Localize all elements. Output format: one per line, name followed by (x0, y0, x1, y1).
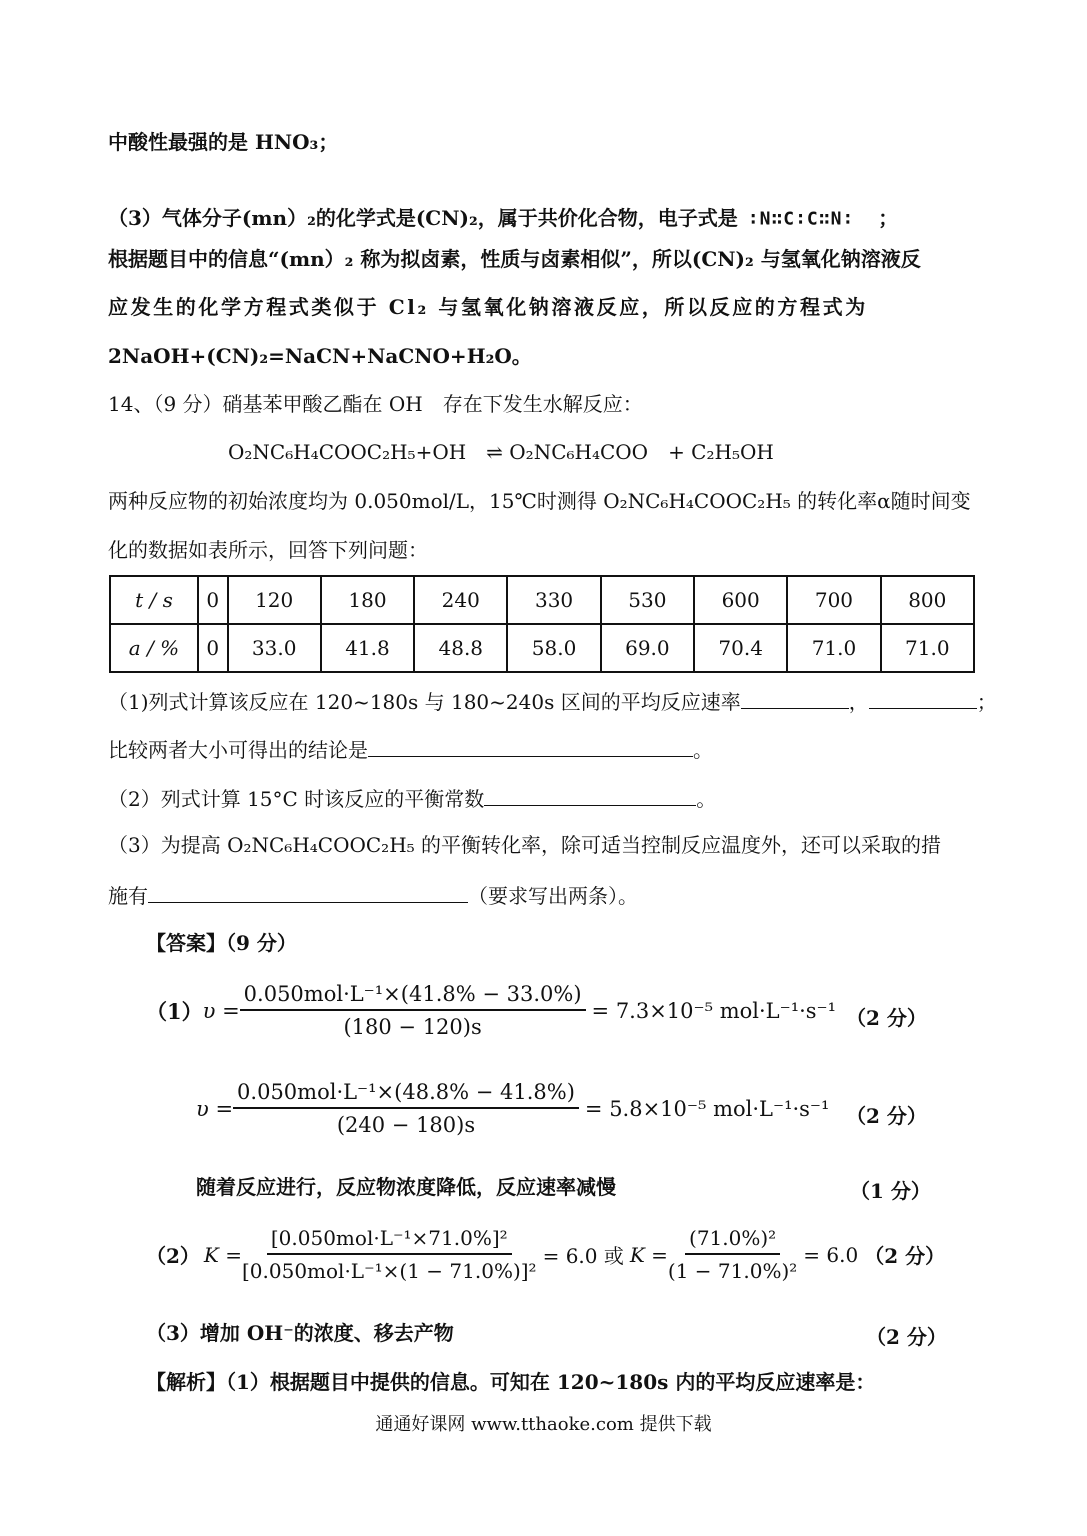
q14-desc-2: 化的数据如表所示，回答下列问题： (108, 538, 428, 562)
k-denominator-1: [0.050mol·L⁻¹×(1 − 71.0%)]² (241, 1259, 537, 1283)
sub-question-1a (108, 688, 997, 714)
table-row (110, 576, 974, 624)
footer-watermark: 通通好课网 www.tthaoke.com 提供下载 (375, 1414, 712, 1435)
q14-desc-1: 两种反应物的初始浓度均为 0.050mol/L，15℃时测得 O₂NC₆H₄COOC₂H₅ 的转化率α随时间变 (108, 489, 971, 513)
f2-score: （2 分） (846, 1104, 927, 1128)
sub2-end: 。 (696, 787, 717, 811)
analysis-line: 【解析】（1）根据题目中提供的信息。可知在 120~180s 内的平均反应速率是： (146, 1370, 876, 1394)
f1-lhs: υ = (202, 998, 240, 1023)
sub1b-end: 。 (693, 738, 713, 762)
table-cell: 70.4 (694, 624, 787, 672)
f2-numerator: 0.050mol·L⁻¹×(48.8% − 41.8%) (233, 1080, 579, 1109)
k-denominator-2: (1 − 71.0%)² (667, 1259, 798, 1283)
k-fraction-1 (242, 1226, 537, 1283)
para-line-3: 2NaOH+(CN)₂=NaCN+NaCNO+H₂O。 (108, 344, 532, 368)
para-line-1 (108, 247, 980, 271)
answer-blank (869, 688, 977, 709)
answer-line-acidity: 中酸性最强的是 HNO₃； (108, 130, 339, 154)
f2-denominator: (240 − 180)s (336, 1113, 476, 1137)
f2-fraction (233, 1080, 579, 1137)
sub-question-3a: （3）为提高 O₂NC₆H₄COOC₂H₅ 的平衡转化率，除可适当控制反应温度外，还可以采取的措 (108, 833, 942, 857)
k-formula (146, 1226, 945, 1283)
sub3b-text: 施有 (108, 884, 148, 908)
data-table (109, 575, 975, 673)
table-cell: 58.0 (507, 624, 600, 672)
table-cell: 180 (321, 576, 414, 624)
table-cell: 48.8 (414, 624, 507, 672)
sub2-text: （2）列式计算 15°C 时该反应的平衡常数 (108, 787, 485, 811)
sub1b-text: 比较两者大小可得出的结论是 (108, 738, 368, 762)
sub3b-end: （要求写出两条）。 (468, 884, 638, 908)
sub-question-2 (108, 785, 716, 811)
answer-blank (741, 688, 849, 709)
table-cell: 0 (198, 624, 228, 672)
table-cell: 330 (507, 576, 600, 624)
f1-numerator: 0.050mol·L⁻¹×(41.8% − 33.0%) (240, 982, 586, 1011)
answer-heading: 【答案】（9 分） (146, 931, 297, 955)
table-row (110, 624, 974, 672)
part3-end: ； (878, 206, 899, 230)
k-numerator-1: [0.050mol·L⁻¹×71.0%]² (267, 1226, 512, 1255)
sub-question-3b (108, 882, 638, 908)
q14-title: 14、（9 分）硝基苯甲酸乙酯在 OH 存在下发生水解反应： (108, 392, 643, 416)
table-cell: 41.8 (321, 624, 414, 672)
q14-equation: O₂NC₆H₄COOC₂H₅+OH ⇌ O₂NC₆H₄COO + C₂H₅OH (228, 440, 774, 464)
f1-label: （1） (146, 998, 203, 1024)
sub1a-end: ； (976, 690, 997, 714)
table-cell: 71.0 (881, 624, 974, 672)
f1-denominator: (180 − 120)s (343, 1015, 482, 1039)
sub1a-text: （1)列式计算该反应在 120~180s 与 180~240s 区间的平均反应速率 (108, 690, 741, 714)
table-cell: 800 (881, 576, 974, 624)
conclusion-score: （1 分） (850, 1179, 931, 1203)
k-rhs-2: = 6.0 (803, 1242, 859, 1267)
k-numerator-2: (71.0%)² (685, 1226, 780, 1255)
table-cell: 700 (787, 576, 880, 624)
rate-formula-1 (146, 982, 842, 1039)
answer-blank (484, 785, 696, 806)
k-label: （2） (146, 1244, 200, 1268)
table-cell: 120 (228, 576, 321, 624)
para-line-1-text: 根据题目中的信息“(mn）₂ 称为拟卤素，性质与卤素相似”，所以(CN)₂ 与氢氧化钠溶液反 (108, 247, 921, 271)
table-cell: 33.0 (228, 624, 321, 672)
k-fraction-2 (668, 1226, 797, 1283)
f2-rhs: = 5.8×10⁻⁵ mol·L⁻¹·s⁻¹ (584, 1096, 830, 1121)
table-header-a: a / % (110, 624, 198, 672)
k-lhs-1: K = (203, 1242, 242, 1267)
table-cell: 600 (694, 576, 787, 624)
table-header-t: t / s (110, 576, 198, 624)
f1-fraction (240, 982, 586, 1039)
sub1a-sep: ， (848, 690, 869, 714)
sub-question-1b (108, 736, 713, 762)
table-cell: 0 (198, 576, 228, 624)
f1-score: （2 分） (846, 1006, 927, 1030)
k-mid: = 6.0 或 (542, 1244, 624, 1268)
answer-3: （3）增加 OH⁻的浓度、移去产物 (146, 1321, 454, 1345)
f1-rhs: = 7.3×10⁻⁵ mol·L⁻¹·s⁻¹ (591, 998, 837, 1023)
answer-3-score: （2 分） (866, 1325, 947, 1349)
f2-lhs: υ = (196, 1096, 234, 1121)
k-lhs-2: K = (629, 1242, 668, 1267)
answer-blank (148, 882, 468, 903)
rate-formula-2 (196, 1080, 835, 1137)
table-cell: 71.0 (787, 624, 880, 672)
lewis-structure: ∶N∷C∶C∷N∶ (747, 208, 855, 230)
part3-text: （3）气体分子(mn）₂的化学式是(CN)₂，属于共价化合物，电子式是 (108, 206, 738, 230)
k-score: （2 分） (864, 1244, 946, 1268)
para-line-2: 应发生的化学方程式类似于 Cl₂ 与氢氧化钠溶液反应，所以反应的方程式为 (108, 295, 868, 319)
table-cell: 530 (601, 576, 694, 624)
table-cell: 240 (414, 576, 507, 624)
part3-line (108, 206, 898, 232)
conclusion: 随着反应进行，反应物浓度降低，反应速率减慢 (196, 1175, 616, 1199)
answer-blank (368, 736, 693, 757)
table-cell: 69.0 (601, 624, 694, 672)
